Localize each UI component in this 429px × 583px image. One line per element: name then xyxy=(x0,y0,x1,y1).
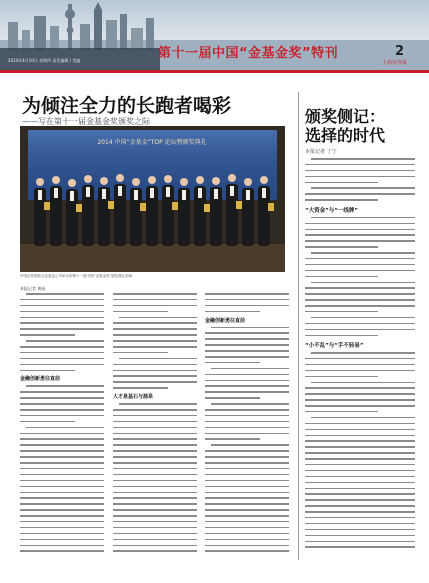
text-line xyxy=(20,515,104,517)
text-line xyxy=(20,311,104,313)
article-author: 本报记者 黄丽 xyxy=(20,286,46,291)
text-line xyxy=(205,397,260,399)
text-line xyxy=(305,482,415,484)
text-line xyxy=(113,480,197,482)
text-line xyxy=(20,503,104,505)
text-line xyxy=(305,323,415,325)
text-line xyxy=(305,393,415,395)
text-line xyxy=(305,240,415,242)
text-line xyxy=(20,456,104,458)
text-line xyxy=(20,403,104,405)
text-line xyxy=(26,293,104,295)
text-line xyxy=(305,546,415,548)
text-line xyxy=(205,299,289,301)
ceremony-photo-illustration xyxy=(20,126,285,272)
text-line xyxy=(20,468,104,470)
text-line xyxy=(305,182,378,184)
text-line xyxy=(20,358,104,360)
text-line xyxy=(113,427,197,429)
text-line xyxy=(205,503,289,505)
text-line xyxy=(311,282,415,284)
text-line xyxy=(305,176,415,178)
text-line xyxy=(20,474,104,476)
banner-rule xyxy=(0,70,429,73)
text-line xyxy=(205,550,289,552)
text-line xyxy=(305,399,415,401)
text-line xyxy=(205,438,260,440)
text-line xyxy=(305,164,415,166)
text-line xyxy=(205,391,289,393)
text-line xyxy=(20,497,104,499)
sidebar-subheading: “大资金”与“一线牌” xyxy=(305,207,358,214)
text-line xyxy=(20,438,104,440)
text-line xyxy=(20,346,104,348)
text-line xyxy=(113,370,197,372)
text-line xyxy=(20,527,104,529)
text-line xyxy=(20,545,104,547)
text-line xyxy=(113,497,197,499)
text-line xyxy=(205,362,260,364)
text-line xyxy=(113,438,197,440)
text-line xyxy=(113,328,197,330)
sidebar-title-line1: 颁奖侧记： xyxy=(305,107,386,126)
text-line xyxy=(205,450,289,452)
text-line xyxy=(205,338,289,340)
text-line xyxy=(113,346,197,348)
text-line xyxy=(205,344,289,346)
text-line xyxy=(305,276,378,278)
text-line xyxy=(119,317,197,319)
text-line xyxy=(205,293,289,295)
text-line xyxy=(305,493,415,495)
text-line xyxy=(305,470,415,472)
text-line xyxy=(113,539,197,541)
text-line xyxy=(305,476,415,478)
text-line xyxy=(205,350,289,352)
text-line xyxy=(205,433,289,435)
text-line xyxy=(305,376,378,378)
text-line xyxy=(20,409,104,411)
text-line xyxy=(305,293,415,295)
text-line xyxy=(211,403,289,405)
text-line xyxy=(20,299,104,301)
text-line xyxy=(311,417,415,419)
newspaper-tag: 上海证券报 xyxy=(382,60,408,66)
text-line xyxy=(305,488,415,490)
text-line xyxy=(113,305,197,307)
text-line xyxy=(305,387,415,389)
text-line xyxy=(20,444,104,446)
text-line xyxy=(305,246,378,248)
text-line xyxy=(113,492,197,494)
sidebar-title-line2: 选择的时代 xyxy=(305,126,386,145)
text-line xyxy=(305,229,415,231)
text-line xyxy=(113,375,197,377)
text-line xyxy=(20,509,104,511)
text-line xyxy=(205,474,289,476)
text-line xyxy=(211,444,289,446)
text-line xyxy=(211,368,289,370)
text-line xyxy=(205,521,289,523)
text-line xyxy=(305,529,415,531)
text-line xyxy=(113,486,197,488)
text-line xyxy=(305,335,378,337)
text-line xyxy=(311,382,415,384)
column-divider xyxy=(298,92,299,560)
text-line xyxy=(119,403,197,405)
text-line xyxy=(205,462,289,464)
text-line xyxy=(305,364,415,366)
text-line xyxy=(205,427,289,429)
text-line xyxy=(205,311,260,313)
text-line xyxy=(205,545,289,547)
text-line xyxy=(205,356,289,358)
text-line xyxy=(113,515,197,517)
text-line xyxy=(305,370,415,372)
text-line xyxy=(20,317,104,319)
text-line xyxy=(113,450,197,452)
text-line xyxy=(305,358,415,360)
text-line xyxy=(305,505,415,507)
text-line xyxy=(205,380,289,382)
text-line xyxy=(205,468,289,470)
text-line xyxy=(20,364,104,366)
text-line xyxy=(20,486,104,488)
text-line xyxy=(305,264,415,266)
article-column-2 xyxy=(113,293,197,561)
text-line xyxy=(113,334,197,336)
text-line xyxy=(311,217,415,219)
text-line xyxy=(305,234,415,236)
text-line xyxy=(113,444,197,446)
text-line xyxy=(20,421,75,423)
text-line xyxy=(113,293,197,295)
text-line xyxy=(205,527,289,529)
text-line xyxy=(113,311,168,313)
text-line xyxy=(305,287,415,289)
banner-title: 第十一届中国“金基金奖”特刊 xyxy=(158,46,339,61)
text-line xyxy=(305,517,415,519)
column-subheading: 金融创新勇往直前 xyxy=(20,376,61,383)
text-line xyxy=(311,252,415,254)
text-line xyxy=(305,170,415,172)
text-line xyxy=(305,435,415,437)
sidebar-title xyxy=(305,107,385,145)
text-line xyxy=(305,458,415,460)
text-line xyxy=(113,533,197,535)
text-line xyxy=(305,305,415,307)
text-line xyxy=(20,370,75,372)
text-line xyxy=(205,385,289,387)
text-line xyxy=(305,223,415,225)
text-line xyxy=(113,550,197,552)
text-line xyxy=(113,545,197,547)
text-line xyxy=(26,340,104,342)
text-line xyxy=(113,456,197,458)
text-line xyxy=(20,521,104,523)
text-line xyxy=(113,527,197,529)
text-line xyxy=(20,352,104,354)
text-line xyxy=(20,450,104,452)
text-line xyxy=(205,492,289,494)
text-line xyxy=(113,322,197,324)
text-line xyxy=(113,352,168,354)
text-line xyxy=(205,480,289,482)
text-line xyxy=(305,523,415,525)
text-line xyxy=(205,509,289,511)
text-line xyxy=(205,497,289,499)
text-line xyxy=(113,387,168,389)
text-line xyxy=(113,340,197,342)
text-line xyxy=(113,433,197,435)
article-column-3 xyxy=(205,293,289,561)
text-line xyxy=(305,511,415,513)
text-line xyxy=(20,397,104,399)
text-line xyxy=(20,305,104,307)
text-line xyxy=(205,409,289,411)
column-subheading: 人才是基石与源泉 xyxy=(113,394,154,401)
text-line xyxy=(205,539,289,541)
column-subheading: 金融创新勇往直前 xyxy=(205,317,246,324)
text-line xyxy=(20,539,104,541)
text-line xyxy=(20,433,104,435)
text-line xyxy=(305,270,415,272)
text-line xyxy=(311,187,415,189)
text-line xyxy=(205,332,289,334)
text-line xyxy=(20,334,75,336)
text-line xyxy=(205,533,289,535)
text-line xyxy=(113,509,197,511)
text-line xyxy=(305,299,415,301)
text-line xyxy=(20,480,104,482)
text-line xyxy=(305,535,415,537)
text-line xyxy=(113,521,197,523)
text-line xyxy=(20,415,104,417)
text-line xyxy=(305,541,415,543)
text-line xyxy=(119,358,197,360)
text-line xyxy=(305,329,415,331)
text-line xyxy=(113,299,197,301)
text-line xyxy=(205,486,289,488)
text-line xyxy=(20,391,104,393)
sidebar-byline: 本报记者 丁宁 xyxy=(305,149,337,155)
sidebar-subheading: “小不乱”与“手不轻易” xyxy=(305,343,364,350)
text-line xyxy=(20,462,104,464)
text-line xyxy=(205,415,289,417)
text-line xyxy=(305,429,415,431)
text-line xyxy=(205,456,289,458)
text-line xyxy=(205,305,289,307)
text-line xyxy=(311,317,415,319)
text-line xyxy=(113,474,197,476)
text-line xyxy=(113,381,197,383)
text-line xyxy=(26,427,104,429)
text-line xyxy=(20,492,104,494)
text-line xyxy=(305,405,415,407)
photo-caption: 中国证券报联合各基金公司举办的第十一届中国“金基金奖”颁奖典礼现场 xyxy=(20,274,133,278)
text-line xyxy=(305,440,415,442)
text-line xyxy=(305,423,415,425)
text-line xyxy=(205,374,289,376)
text-line xyxy=(305,499,415,501)
text-line xyxy=(113,421,197,423)
text-line xyxy=(113,415,197,417)
text-line xyxy=(305,258,415,260)
page-number: 2 xyxy=(395,44,405,59)
text-line xyxy=(20,328,104,330)
text-line xyxy=(205,421,289,423)
text-line xyxy=(311,352,415,354)
text-line xyxy=(113,468,197,470)
text-line xyxy=(305,446,415,448)
text-line xyxy=(113,409,197,411)
text-line xyxy=(20,533,104,535)
text-line xyxy=(113,462,197,464)
text-line xyxy=(305,199,378,201)
text-line xyxy=(113,364,197,366)
masthead-info: 2014年4月10日 星期四 责任编辑 / 美编 xyxy=(8,58,81,63)
text-line xyxy=(305,452,415,454)
text-line xyxy=(113,503,197,505)
text-line xyxy=(305,193,415,195)
masthead-banner xyxy=(0,0,429,70)
text-line xyxy=(305,464,415,466)
text-line xyxy=(20,550,104,552)
text-line xyxy=(311,158,415,160)
text-line xyxy=(305,411,378,413)
text-line xyxy=(26,385,104,387)
sidebar-body xyxy=(305,158,415,558)
text-line xyxy=(305,311,378,313)
article-headline: 为倾注全力的长跑者喝彩 xyxy=(22,95,232,117)
stage-screen-title: 2014 中国“金基金”TOP 论坛暨颁奖典礼 xyxy=(97,139,207,146)
award-ceremony-photo xyxy=(20,126,285,272)
article-subheadline: ——写在第十一届金基金奖颁奖之际 xyxy=(22,117,150,126)
text-line xyxy=(205,515,289,517)
text-line xyxy=(20,322,104,324)
text-line xyxy=(211,327,289,329)
article-column-1 xyxy=(20,293,104,561)
